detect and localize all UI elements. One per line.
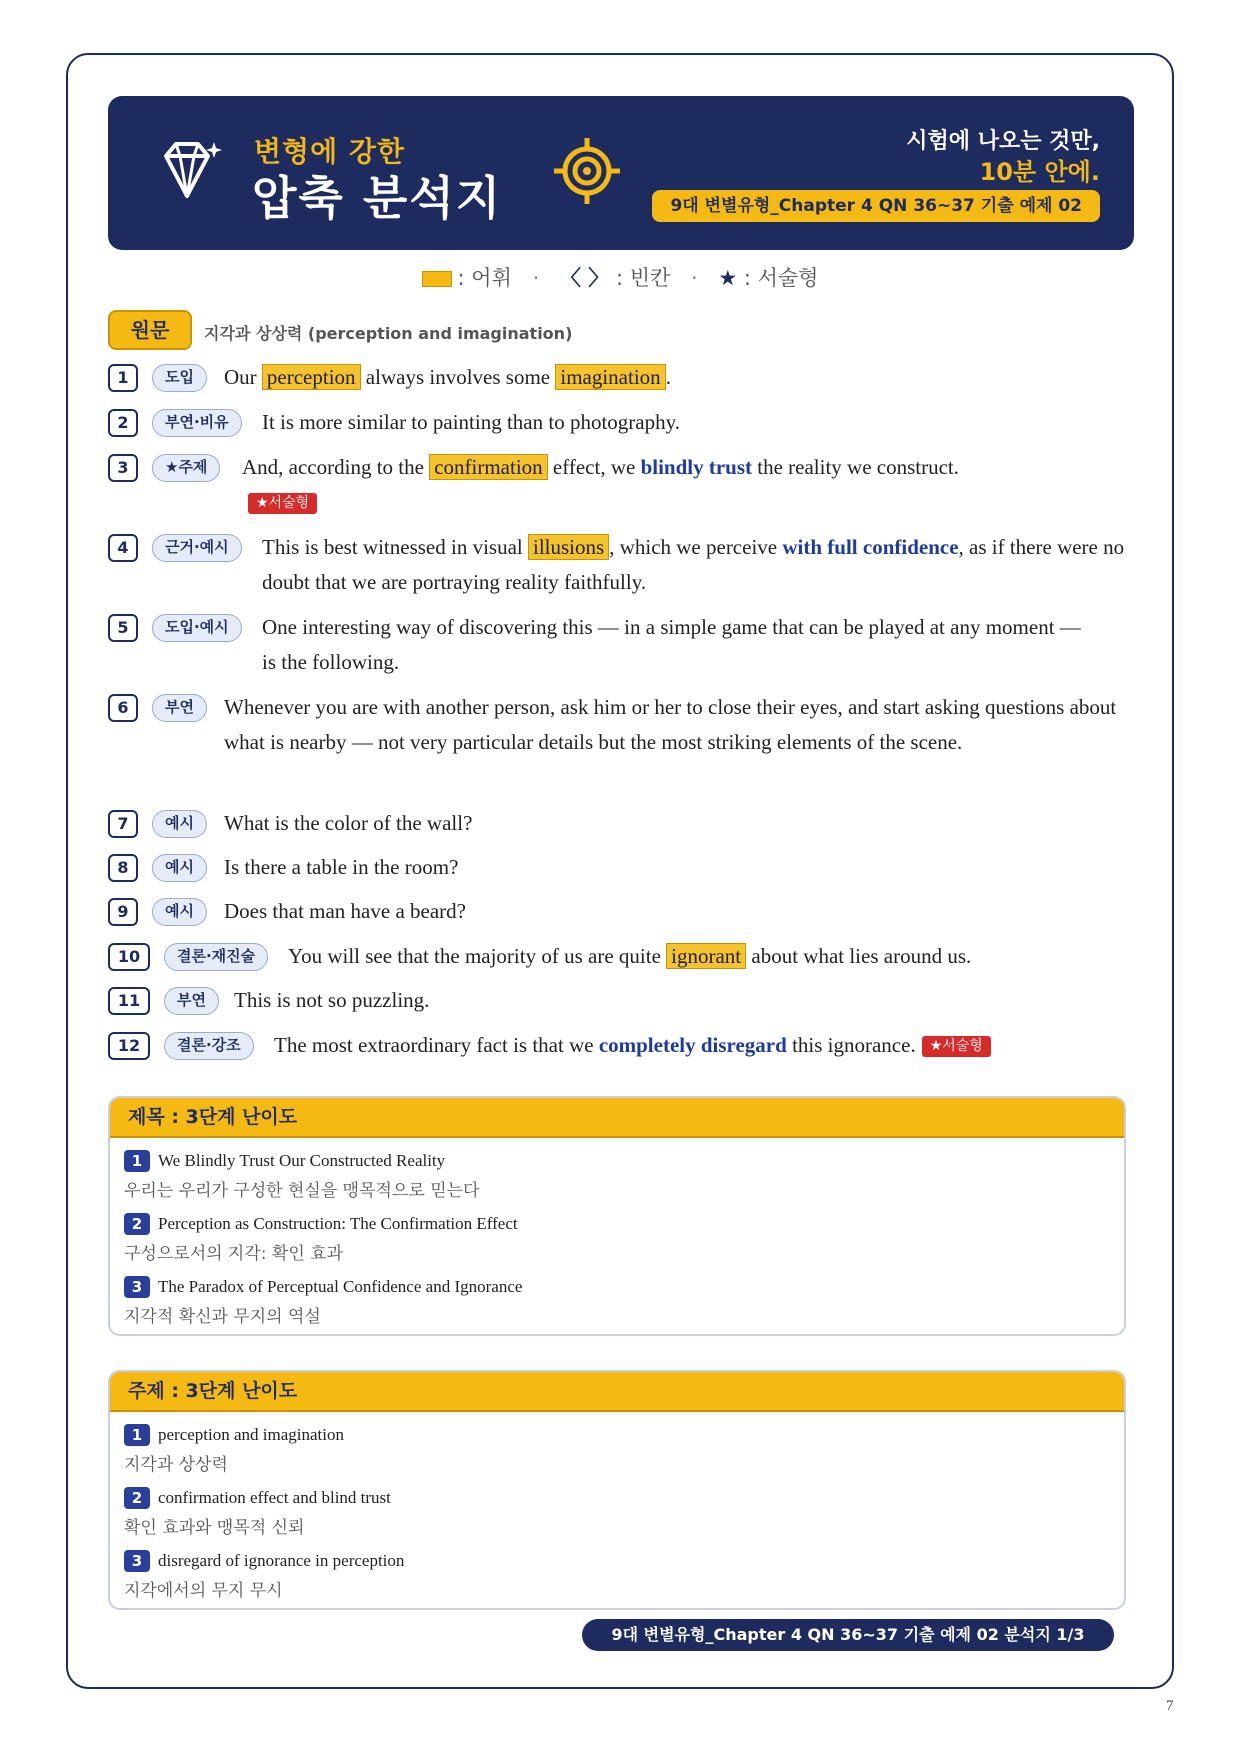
sentence-role: 부연	[164, 987, 219, 1015]
titles-heading: 제목 : 3단계 난이도	[110, 1098, 1124, 1138]
list-item	[124, 1487, 391, 1538]
sentence-text: Is there a table in the room?	[224, 855, 459, 879]
sentence-role: 도입·예시	[152, 614, 242, 642]
sentence-text: And, according to the confirmation effect, we blindly trust the reality we construct.★서술형	[242, 450, 1002, 520]
chapter-badge: 9대 변별유형_Chapter 4 QN 36~37 기출 예제 02	[652, 190, 1100, 222]
sentence-role: 결론·재진술	[164, 943, 268, 971]
sentence-number: 2	[108, 409, 138, 437]
item-english: The Paradox of Perceptual Confidence and Ignorance	[158, 1277, 523, 1296]
banner-title: 압축 분석지	[252, 171, 503, 225]
item-number: 2	[124, 1487, 150, 1509]
item-english: disregard of ignorance in perception	[158, 1551, 405, 1570]
diamond-icon	[158, 138, 222, 202]
item-number: 3	[124, 1550, 150, 1572]
source-title: 지각과 상상력 (perception and imagination)	[204, 324, 573, 343]
page-number: 7	[1166, 1698, 1174, 1714]
vocab-highlight: imagination	[555, 364, 665, 390]
list-item	[124, 1276, 522, 1327]
vocab-highlight: perception	[262, 364, 361, 390]
sentence-number: 4	[108, 534, 138, 562]
sentence-text: Whenever you are with another person, ask him or her to close their eyes, and start asking questions about what is nearby — not very particular details but the most striking elements of the scene.	[224, 695, 1117, 754]
item-korean: 구성으로서의 지각: 확인 효과	[124, 1244, 344, 1264]
item-english: We Blindly Trust Our Constructed Reality	[158, 1151, 446, 1170]
essay-tag: ★서술형	[922, 1036, 991, 1057]
sentence-role: 예시	[152, 898, 207, 926]
sentence-number: 9	[108, 898, 138, 926]
sentence-text: One interesting way of discovering this — in a simple game that can be played at any moment — is the following.	[262, 615, 1081, 674]
legend-vocab: : 어휘	[457, 266, 512, 290]
topics-heading: 주제 : 3단계 난이도	[110, 1372, 1124, 1412]
item-number: 1	[124, 1150, 150, 1172]
sentence-text: What is the color of the wall?	[224, 811, 473, 835]
tagline-top: 시험에 나오는 것만,	[906, 129, 1100, 154]
sentence-role: ★주제	[152, 454, 220, 482]
sentence-role: 부연	[152, 694, 207, 722]
vocab-highlight: ignorant	[666, 943, 746, 969]
sentence-text: This is best witnessed in visual illusions , which we perceive with full confidence, as if there were no doubt that we are portraying reality faithfully.	[262, 535, 1125, 594]
legend-blank: : 빈칸	[615, 266, 671, 290]
legend-separator: ·	[532, 266, 540, 290]
item-korean: 확인 효과와 맹목적 신뢰	[124, 1518, 305, 1538]
sentence-text: Our perception always involves some imagination .	[224, 365, 671, 389]
item-korean: 지각적 확신과 무지의 역설	[124, 1307, 321, 1327]
sentence-role: 결론·강조	[164, 1032, 254, 1060]
topics-box	[108, 1370, 1126, 1610]
legend-separator: ·	[690, 266, 698, 290]
list-item	[124, 1150, 479, 1201]
item-korean: 우리는 우리가 구성한 현실을 맹목적으로 믿는다	[124, 1181, 480, 1201]
sentence-text: Does that man have a beard?	[224, 899, 466, 923]
sentence-number: 8	[108, 854, 138, 882]
source-label: 원문	[108, 310, 192, 350]
legend-essay: : 서술형	[743, 266, 819, 290]
vocab-highlight: confirmation	[429, 454, 547, 480]
sentence-number: 6	[108, 694, 138, 722]
sentence-number: 11	[108, 987, 150, 1015]
footer-badge: 9대 변별유형_Chapter 4 QN 36~37 기출 예제 02 분석지 1/3	[582, 1619, 1114, 1651]
star-icon: ★	[718, 266, 738, 290]
sentence-text: You will see that the majority of us are quite ignorant about what lies around us.	[288, 944, 972, 968]
item-korean: 지각에서의 무지 무시	[124, 1581, 283, 1601]
item-english: perception and imagination	[158, 1425, 344, 1444]
item-english: confirmation effect and blind trust	[158, 1488, 391, 1507]
sentence-role: 부연·비유	[152, 409, 242, 437]
sentence-number: 12	[108, 1032, 150, 1060]
legend	[0, 262, 1240, 292]
keyword: completely disregard	[598, 1033, 787, 1057]
sentence-text: The most extraordinary fact is that we completely disregard this ignorance. ★서술형	[274, 1028, 1130, 1063]
sentence-role: 도입	[152, 364, 207, 392]
item-english: Perception as Construction: The Confirmation Effect	[158, 1214, 518, 1233]
sentence-text: It is more similar to painting than to photography.	[262, 410, 680, 434]
keyword: with full confidence	[782, 535, 959, 559]
sentence-text: This is not so puzzling.	[234, 988, 430, 1012]
sentence-role: 근거·예시	[152, 534, 242, 562]
list-item	[124, 1550, 404, 1601]
item-number: 3	[124, 1276, 150, 1298]
sentence-number: 7	[108, 810, 138, 838]
sentence-number: 10	[108, 943, 150, 971]
item-korean: 지각과 상상력	[124, 1455, 228, 1475]
sentence-number: 5	[108, 614, 138, 642]
banner-subtitle: 변형에 강한	[254, 135, 405, 168]
item-number: 2	[124, 1213, 150, 1235]
item-number: 1	[124, 1424, 150, 1446]
blank-bracket-icon: 〈 〉	[559, 266, 610, 290]
vocab-swatch-icon	[422, 271, 452, 287]
tagline-bottom: 10분 안에.	[979, 158, 1100, 186]
essay-tag: ★서술형	[248, 493, 317, 514]
vocab-highlight: illusions	[528, 534, 609, 560]
titles-box	[108, 1096, 1126, 1336]
header-banner	[108, 96, 1134, 250]
sentence-number: 1	[108, 364, 138, 392]
sentence-role: 예시	[152, 810, 207, 838]
list-item	[124, 1424, 344, 1475]
sentence-number: 3	[108, 454, 138, 482]
keyword: blindly trust	[640, 455, 753, 479]
sentence-role: 예시	[152, 854, 207, 882]
target-icon	[554, 138, 620, 204]
list-item	[124, 1213, 518, 1264]
